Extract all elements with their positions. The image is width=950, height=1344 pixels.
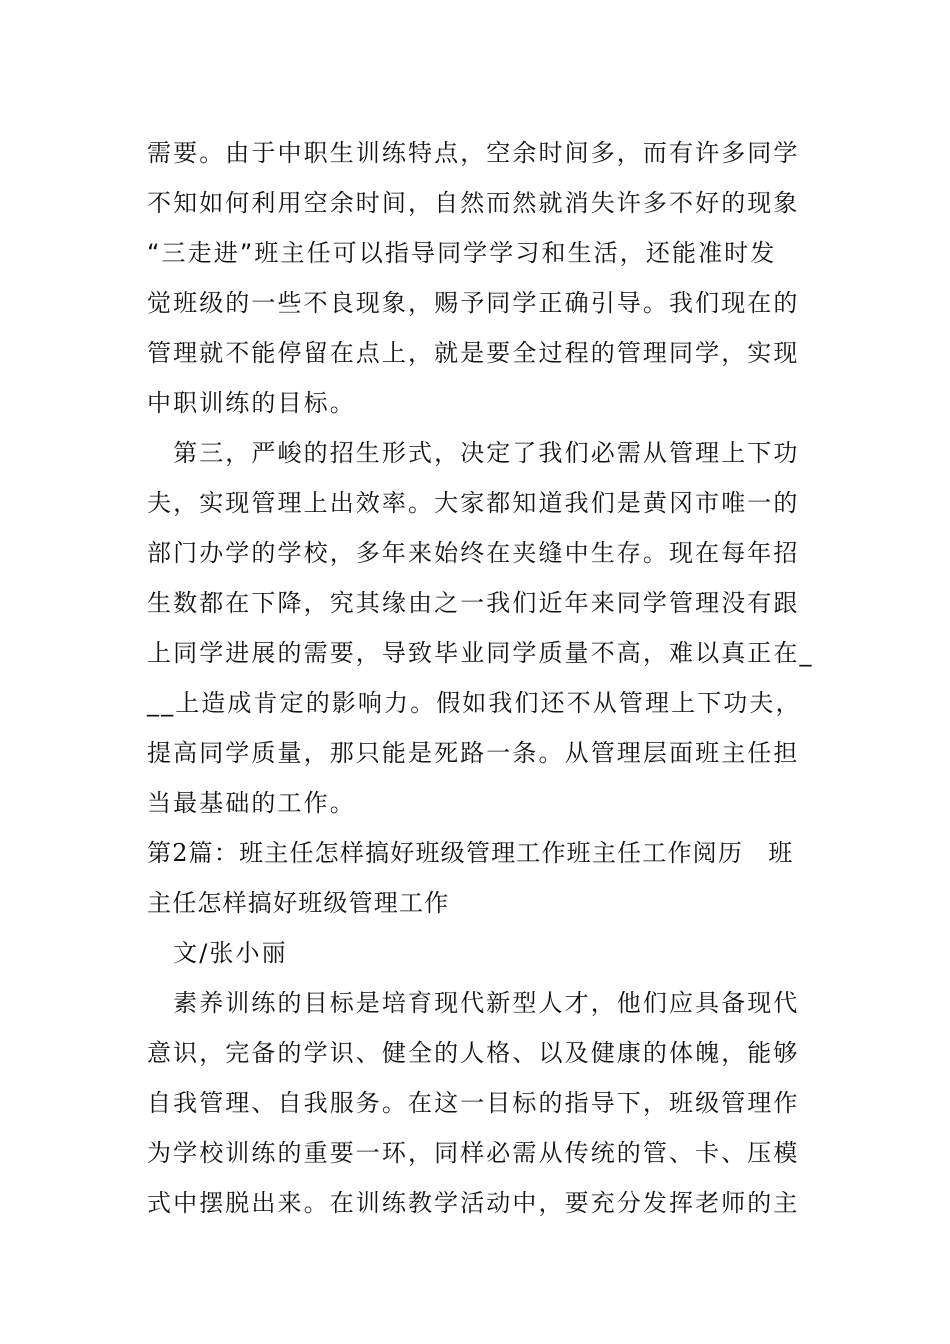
text-line: 为学校训练的重要一环，同样必需从传统的管、卡、压模 [147, 1139, 800, 1167]
text-line: 第三，严峻的招生形式，决定了我们必需从管理上下功 [147, 439, 800, 467]
section-heading: 主任怎样搞好班级管理工作 [147, 889, 450, 917]
text-line: 提高同学质量，那只能是死路一条。从管理层面班主任担 [147, 739, 800, 767]
text-line: 生数都在下降，究其缘由之一我们近年来同学管理没有跟 [147, 589, 800, 617]
text-line: 意识，完备的学识、健全的人格、以及健康的体魄，能够 [147, 1039, 800, 1067]
text-line: 不知如何利用空余时间，自然而然就消失许多不好的现象 [147, 189, 800, 217]
text-line: 觉班级的一些不良现象，赐予同学正确引导。我们现在的 [147, 289, 800, 317]
text-line: 上同学进展的需要，导致毕业同学质量不高，难以真正在_ [147, 639, 814, 667]
document-body [147, 128, 814, 1228]
text-line: 式中摆脱出来。在训练教学活动中，要充分发挥老师的主 [147, 1189, 800, 1217]
text-line: 夫，实现管理上出效率。大家都知道我们是黄冈市唯一的 [147, 489, 800, 517]
text-line: 部门办学的学校，多年来始终在夹缝中生存。现在每年招 [147, 539, 800, 567]
section-heading: 第2篇：班主任怎样搞好班级管理工作班主任工作阅历 班 [147, 839, 794, 867]
text-line: 自我管理、自我服务。在这一目标的指导下，班级管理作 [147, 1089, 800, 1117]
text-line: 当最基础的工作。 [147, 789, 356, 817]
text-line: 管理就不能停留在点上，就是要全过程的管理同学，实现 [147, 339, 800, 367]
text-line: 需要。由于中职生训练特点，空余时间多，而有许多同学 [147, 139, 800, 167]
text-line: 中职训练的目标。 [147, 389, 356, 417]
text-line: 素养训练的目标是培育现代新型人才，他们应具备现代 [147, 989, 800, 1017]
text-line: “三走进”班主任可以指导同学学习和生活，还能准时发 [147, 239, 777, 267]
author-line: 文/张小丽 [147, 939, 288, 967]
text-line: __上造成肯定的影响力。假如我们还不从管理上下功夫， [147, 689, 802, 717]
